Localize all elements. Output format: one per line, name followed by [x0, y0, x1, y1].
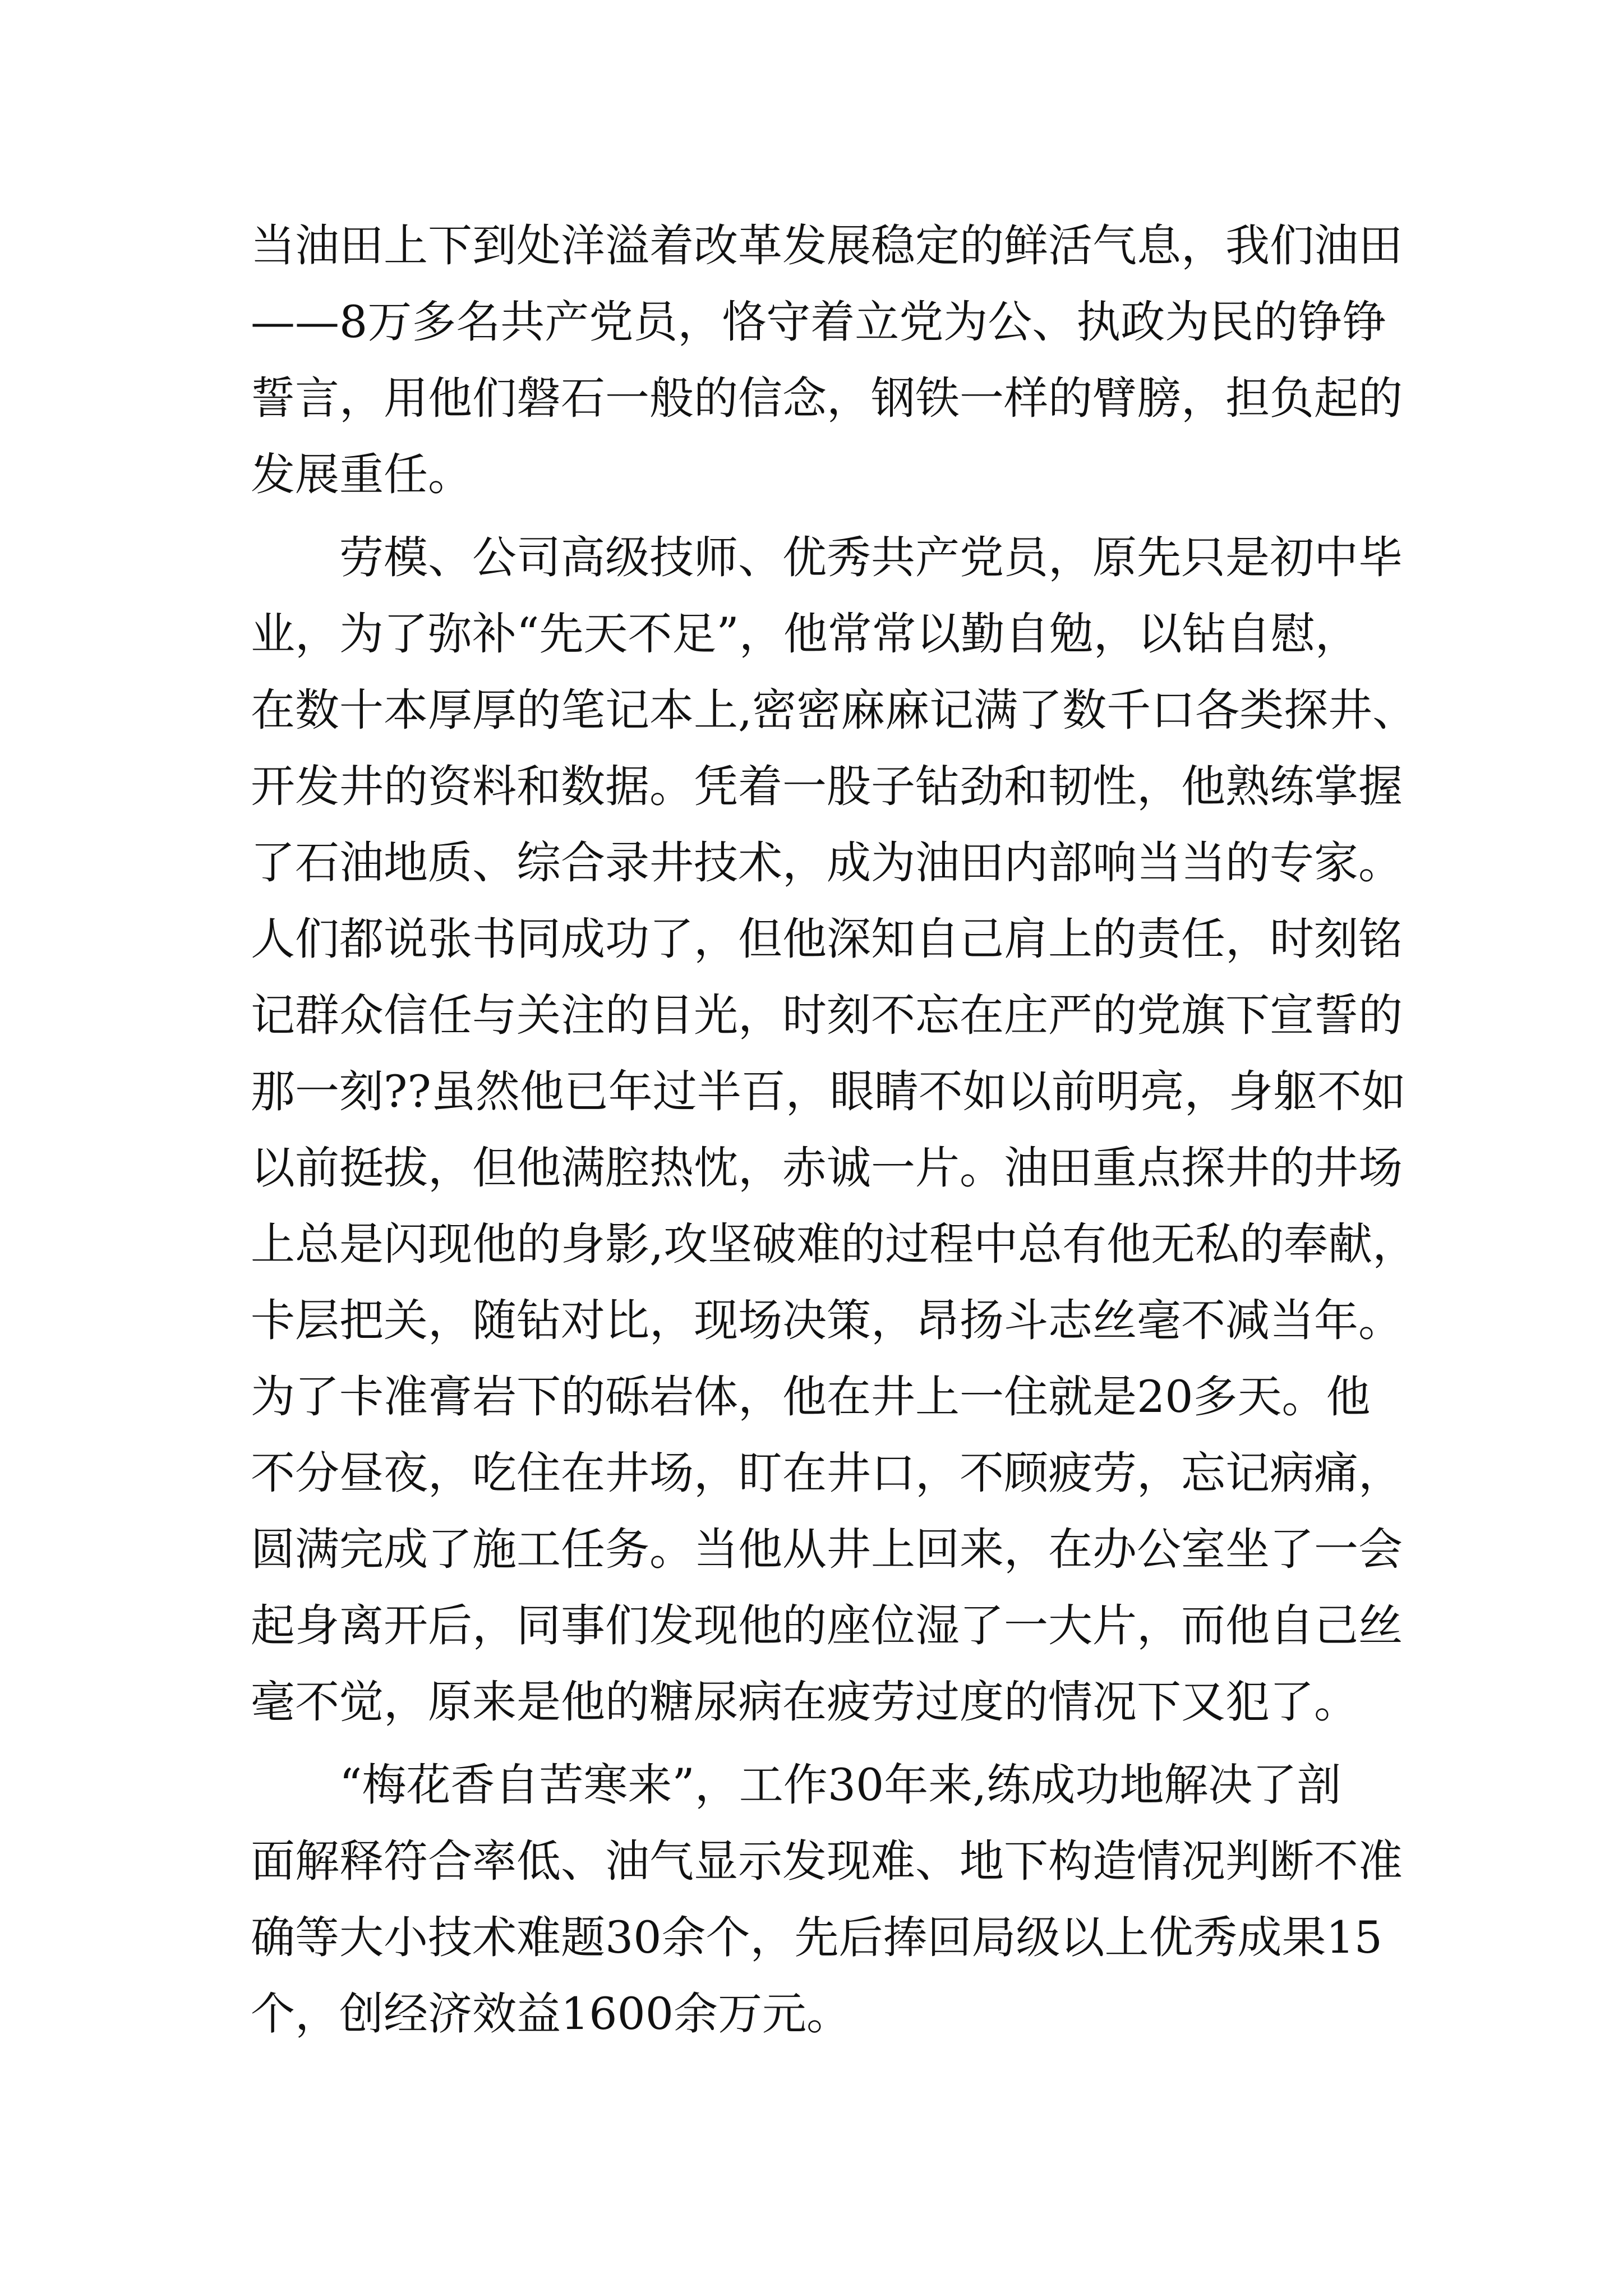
- text-line: 不分昼夜，吃住在井场，盯在井口，不顾疲劳，忘记病痛，: [251, 1447, 1403, 1499]
- paragraph-1: [251, 208, 1417, 513]
- paragraph-gap: [251, 1740, 1417, 1747]
- text-line: 当油田上下到处洋溢着改革发展稳定的鲜活气息，我们油田: [251, 220, 1403, 272]
- text-line: 为了卡准膏岩下的砾岩体，他在井上一住就是20多天。他: [251, 1371, 1371, 1423]
- text-line: 记群众信任与关注的目光，时刻不忘在庄严的党旗下宣誓的: [251, 990, 1403, 1041]
- paragraph-gap: [251, 513, 1417, 519]
- text-line: 了石油地质、综合录井技术，成为油田内部响当当的专家。: [251, 837, 1403, 889]
- text-line: 以前挺拔，但他满腔热忱，赤诚一片。油田重点探井的井场: [251, 1142, 1403, 1194]
- text-line: 面解释符合率低、油气显示发现难、地下构造情况判断不准: [251, 1835, 1403, 1887]
- text-line: 毫不觉，原来是他的糖尿病在疲劳过度的情况下又犯了。: [251, 1676, 1358, 1728]
- text-line: 那一刻??虽然他已年过半百，眼睛不如以前明亮，身躯不如: [251, 1066, 1406, 1117]
- text-line: 发展重任。: [251, 449, 472, 500]
- text-line: ——8万多名共产党员，恪守着立党为公、执政为民的铮铮: [251, 296, 1387, 348]
- text-line: “梅花香自苦寒来”，工作30年来,练成功地解决了剖: [339, 1759, 1341, 1811]
- text-line: 在数十本厚厚的笔记本上,密密麻麻记满了数千口各类探井、: [251, 684, 1417, 736]
- text-line: 确等大小技术难题30余个，先后捧回局级以上优秀成果15: [251, 1912, 1383, 1963]
- paragraph-3: [251, 1747, 1417, 2052]
- text-line: 卡层把关，随钻对比，现场决策，昂扬斗志丝毫不减当年。: [251, 1295, 1403, 1346]
- text-line: 圆满完成了施工任务。当他从井上回来，在办公室坐了一会: [251, 1524, 1403, 1575]
- text-line: 劳模、公司高级技师、优秀共产党员，原先只是初中毕: [339, 532, 1403, 583]
- text-line: 起身离开后，同事们发现他的座位湿了一大片，而他自己丝: [251, 1600, 1403, 1651]
- text-line: 个，创经济效益1600余万元。: [251, 1988, 851, 2040]
- text-line: 业，为了弥补“先天不足”，他常常以勤自勉，以钻自慰，: [251, 608, 1359, 660]
- body-text: [251, 208, 1417, 2052]
- text-line: 上总是闪现他的身影,攻坚破难的过程中总有他无私的奉献，: [251, 1218, 1417, 1270]
- text-line: 誓言，用他们磐石一般的信念，钢铁一样的臂膀，担负起的: [251, 372, 1403, 424]
- paragraph-2: [251, 519, 1417, 1740]
- text-line: 开发井的资料和数据。凭着一股子钻劲和韧性，他熟练掌握: [251, 761, 1403, 812]
- text-line: 人们都说张书同成功了，但他深知自己肩上的责任，时刻铭: [251, 913, 1403, 965]
